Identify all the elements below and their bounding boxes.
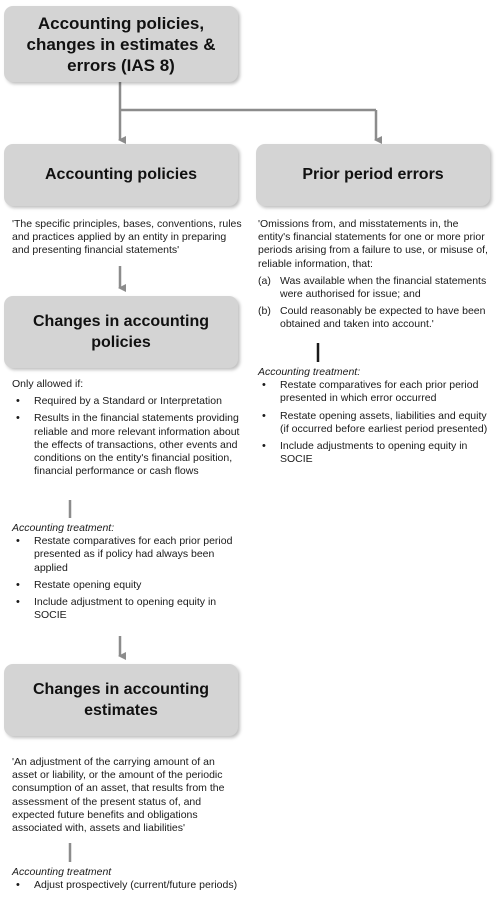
sub-item-text: Could reasonably be expected to have been obtained and taken into account.' — [280, 305, 486, 331]
errors-box — [256, 144, 490, 206]
root-title: Accounting policies, changes in estimates & errors (IAS 8) — [26, 13, 216, 75]
errors-treatment — [258, 366, 493, 470]
changes-policies-content — [12, 378, 242, 482]
changes-estimates-treatment — [12, 866, 242, 896]
changes-policies-treatment — [12, 522, 242, 626]
list-item: • Adjust prospectively (current/future periods) — [12, 879, 242, 892]
changes-policies-box — [4, 296, 238, 368]
errors-sub-item — [258, 275, 493, 301]
errors-treatment-label: Accounting treatment: — [258, 366, 361, 378]
list-item: • Results in the financial statements providing reliable and more relevant information about the effects of transactions, other events and conditions on the entity's financial position, financial performance or cash flows — [12, 412, 242, 478]
sub-item-key: (a) — [258, 274, 271, 287]
changes-estimates-treatment-label: Accounting treatment — [12, 866, 112, 878]
errors-treatment-list — [258, 379, 493, 466]
errors-content — [258, 218, 493, 336]
changes-policies-intro: Only allowed if: — [12, 378, 84, 390]
changes-policies-conditions — [12, 395, 242, 478]
changes-estimates-treatment-list — [12, 879, 242, 892]
root-box — [4, 6, 238, 82]
policies-definition: 'The specific principles, bases, conventions, rules and practices applied by an entity in preparing and presenting financial statements' — [12, 218, 242, 257]
changes-estimates-box — [4, 664, 238, 736]
errors-definition: 'Omissions from, and misstatements in, the entity's financial statements for one or more prior periods arising from a failure to use, or misuse of, reliable information, that: — [258, 218, 488, 270]
changes-policies-treatment-label: Accounting treatment: — [12, 522, 115, 534]
list-item: • Include adjustment to opening equity in SOCIE — [12, 596, 242, 622]
list-item: • Required by a Standard or Interpretation — [12, 395, 242, 408]
sub-item-text: Was available when the financial statements were authorised for issue; and — [280, 274, 487, 301]
changes-policies-title: Changes in accounting policies — [32, 313, 209, 351]
list-item: • Restate comparatives for each prior period presented as if policy had always been applied — [12, 535, 242, 575]
policies-box — [4, 144, 238, 206]
errors-title: Prior period errors — [302, 166, 444, 183]
list-item: • Restate opening assets, liabilities and equity (if occurred before earliest period presented) — [258, 410, 493, 436]
changes-policies-treatment-list — [12, 535, 242, 622]
sub-item-key: (b) — [258, 305, 271, 318]
list-item: • Include adjustments to opening equity in SOCIE — [258, 440, 493, 466]
list-item: • Restate opening equity — [12, 579, 242, 592]
list-item: • Restate comparatives for each prior period presented in which error occurred — [258, 379, 493, 405]
policies-title: Accounting policies — [44, 166, 197, 183]
changes-estimates-definition: 'An adjustment of the carrying amount of an asset or liability, or the amount of the periodic consumption of an asset, that results from the assessment of the present status of, and expected future benefits and obligations associated with, assets and liabilities' — [12, 756, 225, 835]
changes-estimates-title: Changes in accounting estimates — [32, 681, 209, 719]
errors-sub-item — [258, 305, 493, 331]
